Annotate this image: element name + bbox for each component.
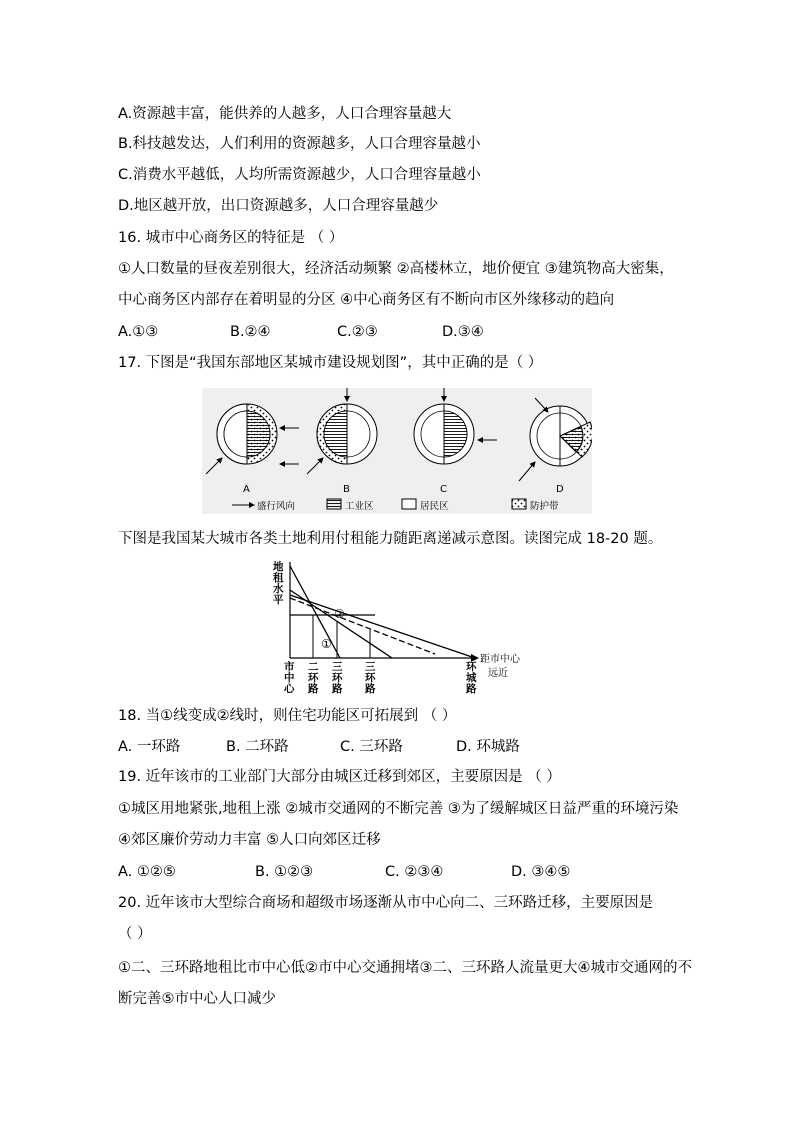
q20-desc-2: 断完善⑤市中心人口减少	[118, 991, 276, 1007]
x-axis-label-2: 远近	[488, 668, 508, 679]
q19-desc-1: ①城区用地紧张,地租上涨 ②城市交通网的不断完善 ③为了缓解城区日益严重的环境污染	[118, 801, 679, 817]
x-position-labels	[284, 660, 477, 695]
svg-text:环: 环	[466, 661, 477, 673]
q20-stem: 20. 近年该市大型综合商场和超级市场逐渐从市中心向二、三环路迁移，主要原因是	[118, 895, 654, 911]
svg-text:平: 平	[273, 594, 284, 606]
line-label-1: ①	[321, 637, 332, 651]
q17-stem: 17. 下图是“我国东部地区某城市建设规划图”，其中正确的是（ ）	[118, 355, 543, 371]
svg-text:城: 城	[466, 672, 477, 684]
q19-option-c: C. ②③④	[385, 864, 444, 880]
svg-text:路: 路	[365, 683, 376, 695]
q19-stem: 19. 近年该市的工业部门大部分由城区迁移到郊区，主要原因是 （ ）	[118, 769, 561, 785]
q18-stem: 18. 当①线变成②线时，则住宅功能区可拓展到 （ ）	[118, 708, 457, 724]
q18-option-d: D. 环城路	[456, 739, 520, 755]
svg-text:路: 路	[466, 683, 477, 695]
q19-option-a: A. ①②⑤	[118, 864, 176, 880]
q15-option-b: B.科技越发达，人们利用的资源越多，人口合理容量越小	[118, 136, 481, 152]
legend-residential: 居民区	[420, 501, 449, 512]
y-axis-label	[273, 560, 284, 606]
legend-industrial: 工业区	[345, 501, 374, 512]
svg-text:三: 三	[332, 661, 343, 673]
city-planning-figure	[202, 388, 592, 514]
panel-label-a: A	[243, 484, 250, 495]
svg-text:市: 市	[284, 661, 295, 673]
land-rent-figure	[270, 558, 540, 698]
svg-text:三: 三	[365, 661, 376, 673]
svg-text:租: 租	[273, 572, 284, 584]
q19-option-b: B. ①②③	[255, 864, 314, 880]
svg-text:地: 地	[273, 561, 284, 573]
x-axis-label-1: 距市中心	[480, 654, 520, 665]
q16-option-d: D.③④	[442, 324, 484, 340]
line-label-2: ②	[334, 607, 345, 621]
q18-option-b: B. 二环路	[226, 739, 289, 755]
panel-label-b: B	[343, 484, 350, 495]
q16-desc-1: ①人口数量的昼夜差别很大，经济活动频繁 ②高楼林立，地价便宜 ③建筑物高大密集，	[118, 261, 674, 277]
q20-paren: （ ）	[118, 926, 152, 942]
panel-label-c: C	[440, 484, 447, 495]
q16-option-b: B.②④	[230, 324, 271, 340]
svg-text:路: 路	[332, 683, 343, 695]
panel-label-d: D	[556, 484, 564, 495]
svg-text:路: 路	[308, 683, 319, 695]
q15-option-d: D.地区越开放，出口资源越多，人口合理容量越少	[118, 198, 439, 214]
svg-text:环: 环	[332, 672, 343, 684]
legend-buffer: 防护带	[530, 501, 559, 512]
svg-text:水: 水	[273, 583, 284, 595]
legend-wind: 盛行风向	[257, 501, 296, 512]
svg-text:环: 环	[365, 672, 376, 684]
q16-option-a: A.①③	[118, 324, 159, 340]
q16-option-c: C.②③	[337, 324, 378, 340]
q19-option-d: D. ③④⑤	[511, 864, 571, 880]
intro-18-20: 下图是我国某大城市各类土地利用付租能力随距离递减示意图。读图完成 18-20 题。	[118, 531, 663, 547]
q15-option-c: C.消费水平越低，人均所需资源越少，人口合理容量越小	[118, 167, 481, 183]
q15-option-a: A.资源越丰富，能供养的人越多，人口合理容量越大	[118, 106, 452, 122]
q18-option-c: C. 三环路	[340, 739, 403, 755]
svg-text:中: 中	[284, 672, 295, 684]
svg-text:二: 二	[308, 661, 319, 673]
q20-desc-1: ①二、三环路地租比市中心低②市中心交通拥堵③二、三环路人流量更大④城市交通网的不	[118, 960, 692, 976]
svg-text:心: 心	[284, 683, 295, 695]
q18-option-a: A. 一环路	[118, 739, 181, 755]
svg-text:环: 环	[308, 672, 319, 684]
q19-desc-2: ④郊区廉价劳动力丰富 ⑤人口向郊区迁移	[118, 832, 381, 848]
q16-desc-2: 中心商务区内部存在着明显的分区 ④中心商务区有不断向市区外缘移动的趋向	[118, 292, 615, 308]
q16-stem: 16. 城市中心商务区的特征是 （ ）	[118, 230, 344, 246]
